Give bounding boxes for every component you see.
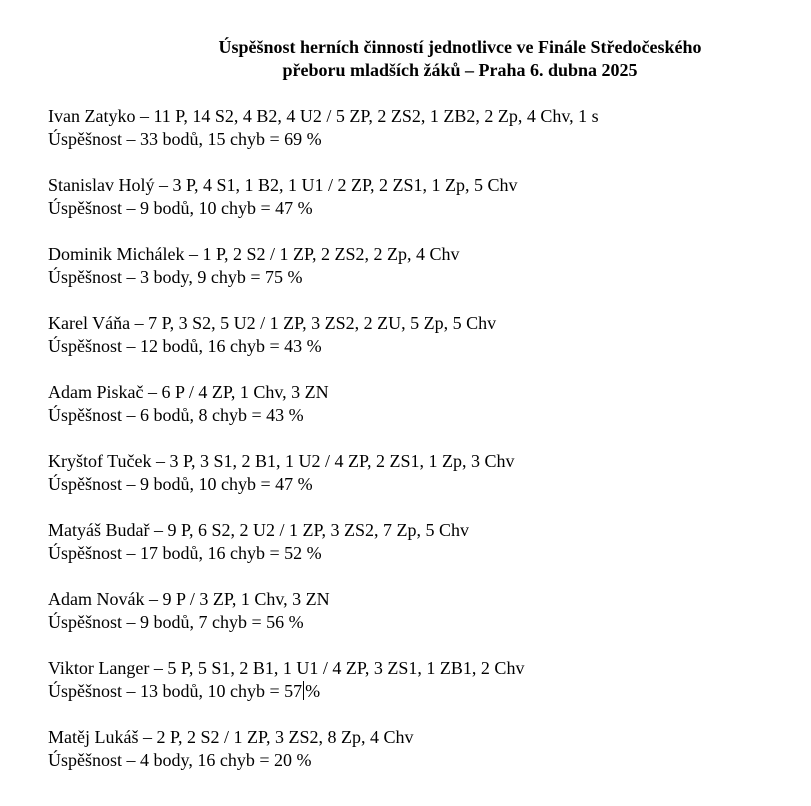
player-result: Úspěšnost – 17 bodů, 16 chyb = 52 % bbox=[48, 543, 322, 563]
player-stats: Adam Novák – 9 P / 3 ZP, 1 Chv, 3 ZN bbox=[48, 589, 330, 609]
player-stats: Adam Piskač – 6 P / 4 ZP, 1 Chv, 3 ZN bbox=[48, 382, 329, 402]
player-entry bbox=[48, 450, 798, 519]
player-entry bbox=[48, 381, 798, 450]
player-list bbox=[48, 105, 798, 795]
player-stats: Viktor Langer – 5 P, 5 S1, 2 B1, 1 U1 / 4 ZP, 3 ZS1, 1 ZB1, 2 Chv bbox=[48, 658, 525, 678]
player-entry bbox=[48, 312, 798, 381]
player-result: Úspěšnost – 12 bodů, 16 chyb = 43 % bbox=[48, 336, 322, 356]
player-entry bbox=[48, 588, 798, 657]
player-result: Úspěšnost – 3 body, 9 chyb = 75 % bbox=[48, 267, 303, 287]
player-result: Úspěšnost – 33 bodů, 15 chyb = 69 % bbox=[48, 129, 322, 149]
player-result: Úspěšnost – 6 bodů, 8 chyb = 43 % bbox=[48, 405, 304, 425]
text-cursor bbox=[303, 681, 304, 700]
player-stats: Ivan Zatyko – 11 P, 14 S2, 4 B2, 4 U2 / 5 ZP, 2 ZS2, 1 ZB2, 2 Zp, 4 Chv, 1 s bbox=[48, 106, 599, 126]
player-entry bbox=[48, 519, 798, 588]
document-title bbox=[170, 36, 750, 82]
player-stats: Stanislav Holý – 3 P, 4 S1, 1 B2, 1 U1 / 2 ZP, 2 ZS1, 1 Zp, 5 Chv bbox=[48, 175, 518, 195]
player-stats: Dominik Michálek – 1 P, 2 S2 / 1 ZP, 2 ZS2, 2 Zp, 4 Chv bbox=[48, 244, 460, 264]
player-entry bbox=[48, 726, 798, 795]
player-entry bbox=[48, 174, 798, 243]
title-line-1: Úspěšnost herních činností jednotlivce ve Finále Středočeského bbox=[218, 37, 702, 57]
player-stats: Matěj Lukáš – 2 P, 2 S2 / 1 ZP, 3 ZS2, 8 Zp, 4 Chv bbox=[48, 727, 414, 747]
player-result: Úspěšnost – 9 bodů, 7 chyb = 56 % bbox=[48, 612, 304, 632]
player-stats: Karel Váňa – 7 P, 3 S2, 5 U2 / 1 ZP, 3 ZS2, 2 ZU, 5 Zp, 5 Chv bbox=[48, 313, 497, 333]
player-result: Úspěšnost – 4 body, 16 chyb = 20 % bbox=[48, 750, 312, 770]
player-entry bbox=[48, 105, 798, 174]
player-result: Úspěšnost – 9 bodů, 10 chyb = 47 % bbox=[48, 198, 313, 218]
player-entry bbox=[48, 657, 798, 726]
title-line-2: přeboru mladších žáků – Praha 6. dubna 2025 bbox=[282, 60, 638, 80]
result-text: Úspěšnost – 13 bodů, 10 chyb = 57 bbox=[48, 681, 303, 701]
player-entry bbox=[48, 243, 798, 312]
player-result: Úspěšnost – 9 bodů, 10 chyb = 47 % bbox=[48, 474, 313, 494]
player-result bbox=[48, 680, 798, 703]
result-percent: % bbox=[305, 681, 321, 701]
player-stats: Kryštof Tuček – 3 P, 3 S1, 2 B1, 1 U2 / 4 ZP, 2 ZS1, 1 Zp, 3 Chv bbox=[48, 451, 515, 471]
player-stats: Matyáš Budař – 9 P, 6 S2, 2 U2 / 1 ZP, 3 ZS2, 7 Zp, 5 Chv bbox=[48, 520, 470, 540]
